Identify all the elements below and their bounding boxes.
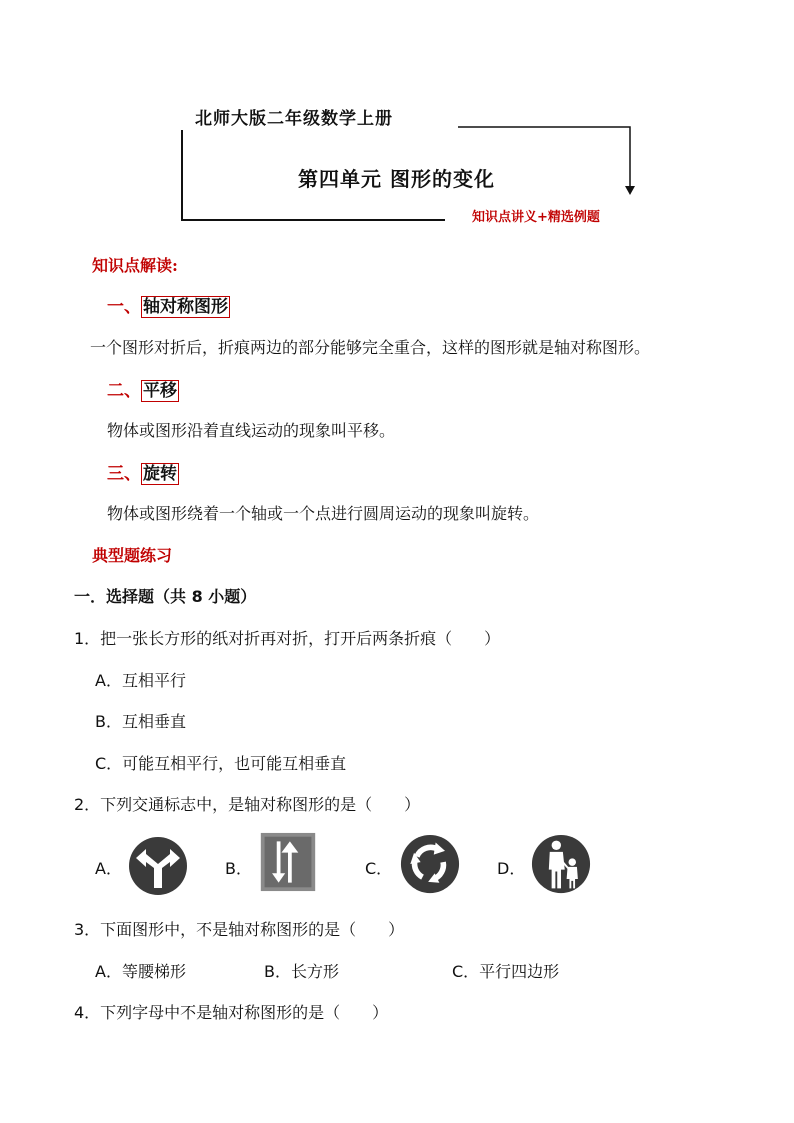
document-subtitle: 知识点讲义+精选例题 [472, 210, 600, 225]
turn-left-right-sign-icon [128, 836, 188, 896]
knowledge-item-2-heading [107, 376, 179, 401]
unit-title: 第四单元 图形的变化 [298, 167, 495, 191]
question-2-label-d: D． [497, 859, 526, 878]
section-title-choice: 一．选择题（共 8 小题） [74, 587, 257, 606]
knowledge-item-2-number: 二、 [107, 381, 141, 401]
knowledge-item-1-title: 轴对称图形 [143, 297, 228, 317]
question-1-option-c: C．可能互相平行，也可能互相垂直 [95, 754, 347, 773]
knowledge-item-3-number: 三、 [107, 464, 141, 484]
roundabout-sign-icon [400, 834, 460, 894]
knowledge-item-1-text: 一个图形对折后，折痕两边的部分能够完全重合，这样的图形就是轴对称图形。 [90, 338, 651, 357]
practice-heading: 典型题练习 [92, 546, 173, 565]
knowledge-heading: 知识点解读: [92, 256, 178, 275]
question-3-stem: 3．下面图形中，不是轴对称图形的是（ ） [74, 920, 405, 939]
question-1-stem: 1．把一张长方形的纸对折再对折，打开后两条折痕（ ） [74, 629, 501, 648]
knowledge-item-2-text: 物体或图形沿着直线运动的现象叫平移。 [107, 421, 396, 440]
knowledge-item-1-heading [107, 292, 230, 317]
question-3-option-c: C．平行四边形 [452, 962, 560, 981]
question-3-option-b: B．长方形 [264, 962, 339, 981]
knowledge-item-3-heading [107, 459, 179, 484]
pedestrian-child-sign-icon [531, 834, 591, 894]
question-2-stem: 2．下列交通标志中，是轴对称图形的是（ ） [74, 795, 421, 814]
knowledge-item-1-number: 一、 [107, 297, 141, 317]
question-2-label-c: C． [365, 859, 393, 878]
one-way-arrows-sign-icon [258, 832, 318, 892]
question-2-label-a: A． [95, 859, 122, 878]
question-2-label-b: B． [225, 859, 252, 878]
question-4-stem: 4．下列字母中不是轴对称图形的是（ ） [74, 1003, 389, 1022]
knowledge-item-3-title: 旋转 [143, 464, 177, 484]
document-series-title: 北师大版二年级数学上册 [195, 109, 393, 129]
question-1-option-a: A．互相平行 [95, 671, 186, 690]
question-1-option-b: B．互相垂直 [95, 712, 186, 731]
knowledge-item-2-title: 平移 [143, 381, 177, 401]
knowledge-item-3-text: 物体或图形绕着一个轴或一个点进行圆周运动的现象叫旋转。 [107, 504, 540, 523]
question-3-option-a: A．等腰梯形 [95, 962, 186, 981]
